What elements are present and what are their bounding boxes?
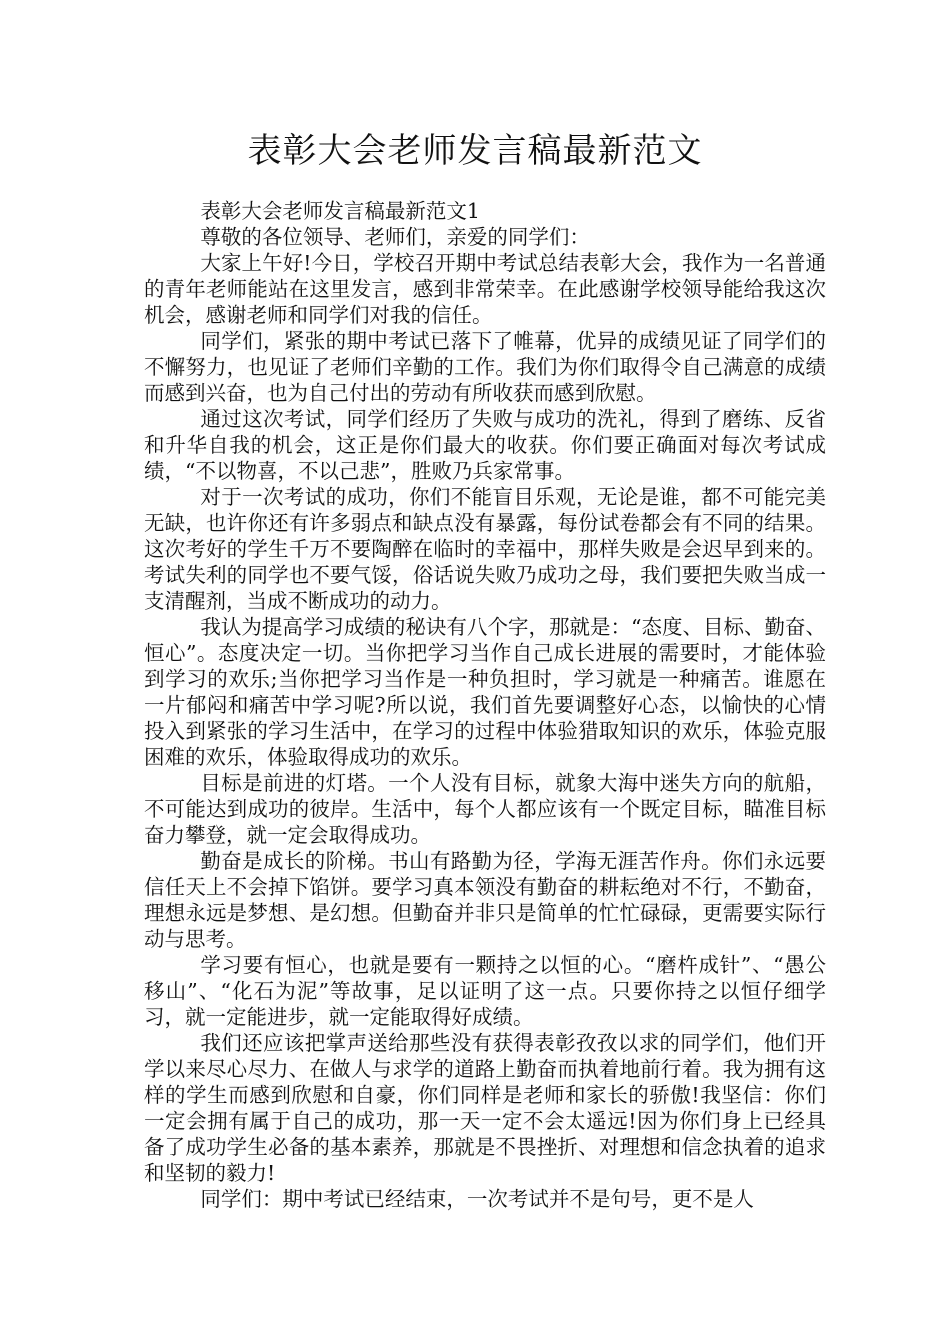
body-paragraph: 我们还应该把掌声送给那些没有获得表彰孜孜以求的同学们，他们开学以来尽心尽力、在做人与求学的道路上勤奋而执着地前行着。我为拥有这样的学生而感到欣慰和自豪，你们同样是老师和家长的骄傲!我坚信：你们一定会拥有属于自己的成功，那一天一定不会太遥远!因为你们身上已经具备了成功学生必备的基本素养，那就是不畏挫折、对理想和信念执着的追求和坚韧的毅力! <box>144 1031 826 1185</box>
document-title: 表彰大会老师发言稿最新范文 <box>247 131 703 171</box>
body-paragraph: 学习要有恒心，也就是要有一颗持之以恒的心。“磨杵成针”、“愚公移山”、“化石为泥”等故事，足以证明了这一点。只要你持之以恒仔细学习，就一定能进步，就一定能取得好成绩。 <box>144 953 826 1029</box>
body-paragraph: 通过这次考试，同学们经历了失败与成功的洗礼，得到了磨练、反省和升华自我的机会，这正是你们最大的收获。你们要正确面对每次考试成绩，“不以物喜，不以己悲”，胜败乃兵家常事。 <box>144 407 826 483</box>
document-body <box>144 198 826 1212</box>
salutation-paragraph: 尊敬的各位领导、老师们，亲爱的同学们： <box>200 225 590 249</box>
subtitle-paragraph: 表彰大会老师发言稿最新范文1 <box>200 199 480 223</box>
body-paragraph: 同学们：期中考试已经结束，一次考试并不是句号，更不是人 <box>200 1187 754 1211</box>
body-paragraph: 目标是前进的灯塔。一个人没有目标，就象大海中迷失方向的航船，不可能达到成功的彼岸。生活中，每个人都应该有一个既定目标，瞄准目标奋力攀登，就一定会取得成功。 <box>144 771 826 847</box>
body-paragraph: 对于一次考试的成功，你们不能盲目乐观，无论是谁，都不可能完美无缺，也许你还有许多弱点和缺点没有暴露，每份试卷都会有不同的结果。这次考好的学生千万不要陶醉在临时的幸福中，那样失败是会迟早到来的。考试失利的同学也不要气馁，俗话说失败乃成功之母，我们要把失败当成一支清醒剂，当成不断成功的动力。 <box>144 485 826 613</box>
body-paragraph: 勤奋是成长的阶梯。书山有路勤为径，学海无涯苦作舟。你们永远要信任天上不会掉下馅饼。要学习真本领没有勤奋的耕耘绝对不行，不勤奋，理想永远是梦想、是幻想。但勤奋并非只是简单的忙忙碌碌，更需要实际行动与思考。 <box>144 849 826 951</box>
body-paragraph: 大家上午好!今日，学校召开期中考试总结表彰大会，我作为一名普通的青年老师能站在这里发言，感到非常荣幸。在此感谢学校领导能给我这次机会，感谢老师和同学们对我的信任。 <box>144 251 826 327</box>
body-paragraph: 我认为提高学习成绩的秘诀有八个字，那就是：“态度、目标、勤奋、恒心”。态度决定一切。当你把学习当作自己成长进展的需要时，才能体验到学习的欢乐;当你把学习当作是一种负担时，学习就是一种痛苦。谁愿在一片郁闷和痛苦中学习呢?所以说，我们首先要调整好心态，以愉快的心情投入到紧张的学习生活中，在学习的过程中体验猎取知识的欢乐，体验克服困难的欢乐，体验取得成功的欢乐。 <box>144 615 826 769</box>
body-paragraph: 同学们，紧张的期中考试已落下了帷幕，优异的成绩见证了同学们的不懈努力，也见证了老师们辛勤的工作。我们为你们取得令自己满意的成绩而感到兴奋，也为自己付出的劳动有所收获而感到欣慰。 <box>144 329 826 405</box>
